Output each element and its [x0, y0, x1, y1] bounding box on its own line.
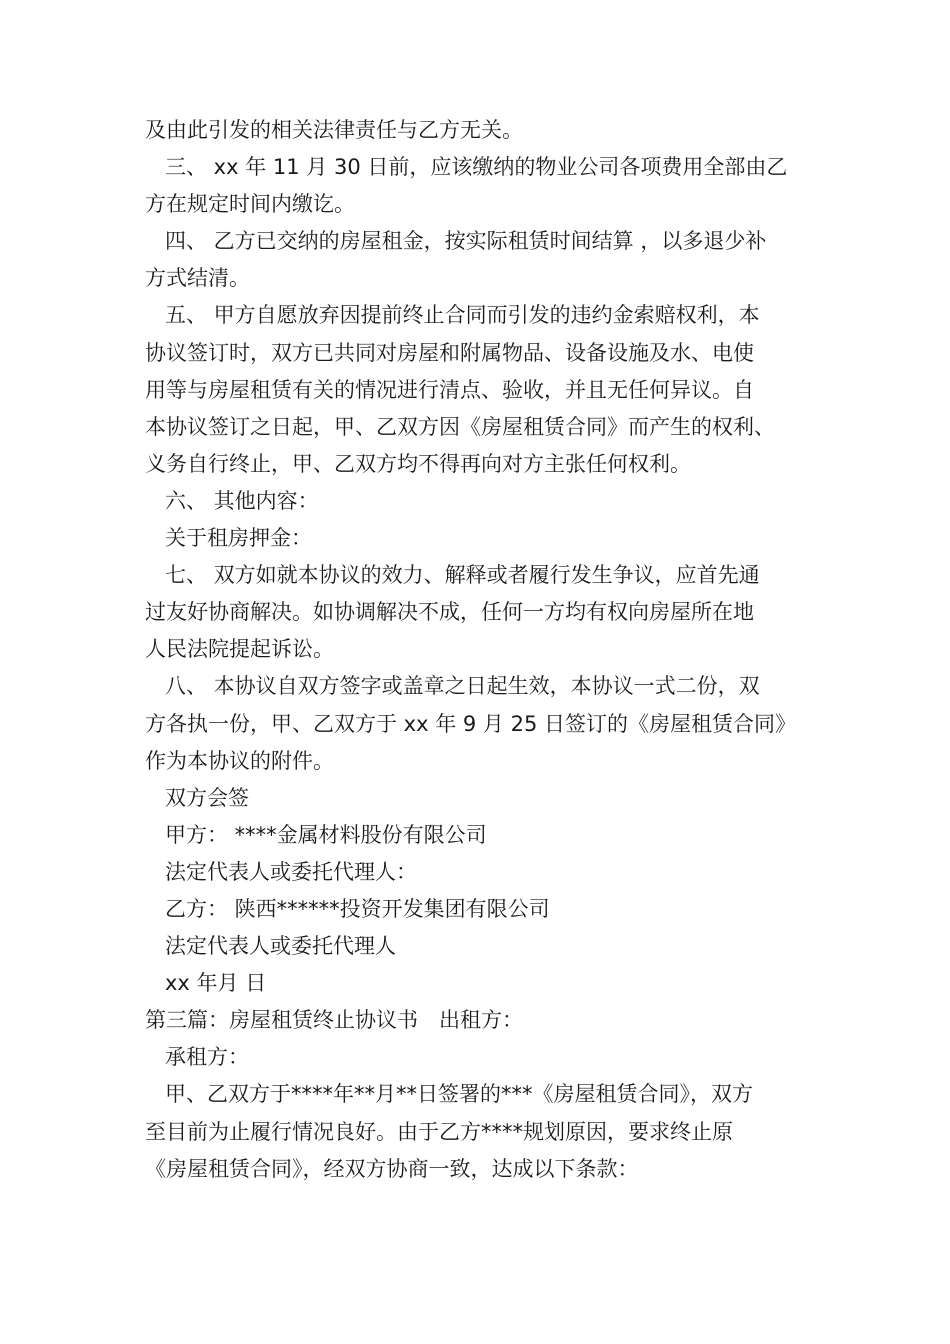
- text-line: 至目前为止履行情况良好。由于乙方****规划原因，要求终止原: [145, 1119, 733, 1144]
- text-line: 及由此引发的相关法律责任与乙方无关。: [145, 118, 523, 142]
- text-line: 五、 甲方自愿放弃因提前终止合同而引发的违约金索赔权利，本: [165, 303, 760, 328]
- text-line: 用等与房屋租赁有关的情况进行清点、验收，并且无任何异议。自: [145, 377, 754, 402]
- text-line: 过友好协商解决。如协调解决不成，任何一方均有权向房屋所在地: [145, 600, 754, 625]
- text-line: 甲方： ****金属材料股份有限公司: [165, 822, 487, 847]
- text-line: 关于租房押金：: [165, 526, 312, 551]
- text-line: 承租方：: [165, 1045, 249, 1070]
- text-line: 《房屋租赁合同》，经双方协商一致，达成以下条款：: [145, 1156, 639, 1181]
- document-body: [145, 112, 815, 1188]
- text-line: 双方会签: [165, 785, 249, 810]
- text-line: 第三篇：房屋租赁终止协议书 出租方：: [145, 1008, 523, 1033]
- text-line: 八、 本协议自双方签字或盖章之日起生效，本协议一式二份，双: [165, 674, 760, 699]
- text-line: 方在规定时间内缴讫。: [145, 192, 355, 217]
- text-line: 四、 乙方已交纳的房屋租金，按实际租赁时间结算 ，以多退少补: [165, 229, 767, 254]
- text-line: 作为本协议的附件。: [145, 748, 334, 773]
- text-line: 三、 xx 年 11 月 30 日前，应该缴纳的物业公司各项费用全部由乙: [165, 155, 788, 180]
- text-line: 方各执一份，甲、乙双方于 xx 年 9 月 25 日签订的《房屋租赁合同》: [145, 711, 796, 736]
- text-line: 七、 双方如就本协议的效力、解释或者履行发生争议，应首先通: [165, 563, 760, 588]
- text-line: 本协议签订之日起，甲、乙双方因《房屋租赁合同》而产生的权利、: [145, 414, 775, 439]
- text-line: 六、 其他内容：: [165, 488, 319, 513]
- text-line: 法定代表人或委托代理人：: [165, 859, 417, 884]
- text-line: 法定代表人或委托代理人: [165, 934, 396, 959]
- text-line: 协议签订时，双方已共同对房屋和附属物品、设备设施及水、电使: [145, 340, 754, 365]
- text-line: 方式结清。: [145, 266, 250, 291]
- text-line: 义务自行终止，甲、乙双方均不得再向对方主张任何权利。: [145, 451, 691, 476]
- text-line: 甲、乙双方于****年**月**日签署的***《房屋租赁合同》，双方: [165, 1082, 753, 1107]
- text-line: xx 年月 日: [165, 971, 267, 996]
- text-line: 人民法院提起诉讼。: [145, 637, 334, 662]
- text-line: 乙方： 陕西******投资开发集团有限公司: [165, 896, 550, 921]
